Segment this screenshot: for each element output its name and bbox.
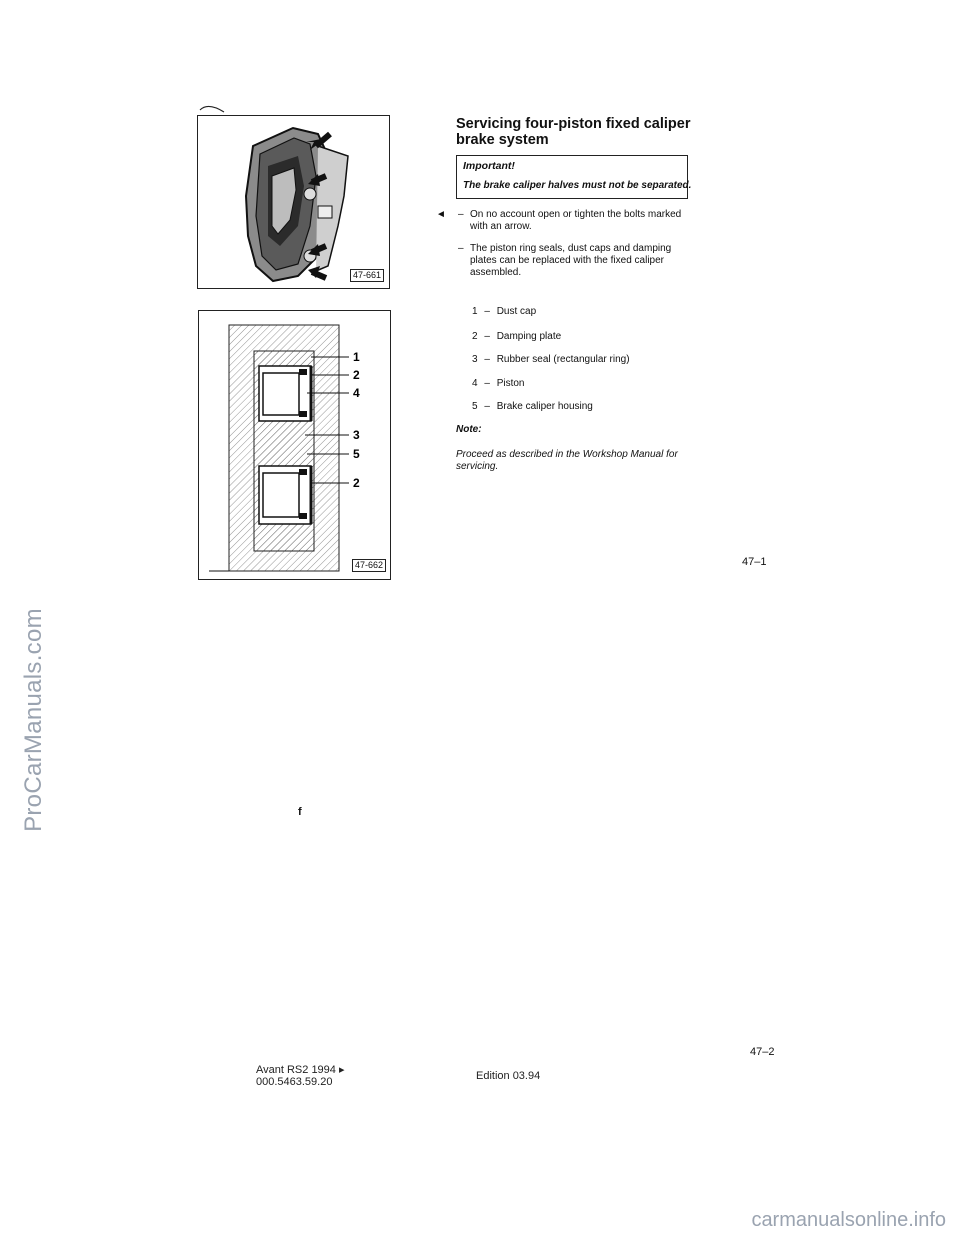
legend-label: Damping plate [496,331,562,342]
legend-dash: – [484,401,490,412]
legend-num: 1 [472,306,478,317]
figure-caliper-bolts [197,115,390,289]
page-number-1: 47–1 [742,556,767,568]
legend-item-5 [472,401,593,413]
bullet-2-text: The piston ring seals, dust caps and damping plates can be replaced with the fixed caliper assembled. [470,243,672,278]
legend-item-1 [472,306,536,318]
legend-item-4 [472,378,524,390]
legend-num: 2 [472,331,478,342]
page-number-2: 47–2 [750,1046,775,1058]
legend-label: Rubber seal (rectangular ring) [496,354,630,365]
important-text: The brake caliper halves must not be separated. [463,180,692,191]
figure-id-2: 47-662 [352,559,386,572]
footer-doc-number: 000.5463.59.20 [256,1076,333,1088]
legend-dash: – [484,354,490,365]
page-title: Servicing four-piston fixed caliper brake system [456,116,691,148]
callout-2b: 2 [353,476,360,490]
legend-dash: – [484,378,490,389]
stray-mark: f [298,806,302,818]
note-text: Proceed as described in the Workshop Manual for servicing. [456,449,678,472]
scan-mark [198,100,228,116]
legend-item-3 [472,354,630,366]
bullet-2 [458,243,700,279]
caliper-illustration [198,116,389,288]
legend-item-2 [472,331,561,343]
bullet-dash: – [458,209,464,220]
bullet-1-text: On no account open or tighten the bolts marked with an arrow. [470,209,682,232]
callout-5: 5 [353,447,360,461]
footer-model: Avant RS2 1994 ▸ [256,1064,345,1076]
figure-caliper-section [198,310,391,580]
legend-dash: – [484,331,490,342]
legend-num: 3 [472,354,478,365]
callout-4: 4 [353,386,360,400]
footer-edition: Edition 03.94 [476,1070,541,1082]
legend-label: Piston [496,378,525,389]
bullet-dash: – [458,243,464,254]
important-box [456,155,692,199]
watermark-left [14,520,54,920]
legend-num: 4 [472,378,478,389]
legend-label: Brake caliper housing [496,401,593,412]
left-arrow-icon: ◄ [436,209,446,220]
figure-id-1: 47-661 [350,269,384,282]
important-label: Important! [463,160,515,172]
legend-num: 5 [472,401,478,412]
callout-2a: 2 [353,368,360,382]
watermark-bottom: carmanualsonline.info [751,1209,946,1231]
note-label: Note: [456,424,482,435]
legend-label: Dust cap [496,306,537,317]
watermark-left-text: ProCarManuals.com [20,608,47,832]
legend-dash: – [484,306,490,317]
callout-3: 3 [353,428,360,442]
section-diagram [199,311,390,579]
bullet-1 [458,209,700,233]
callout-1: 1 [353,350,360,364]
